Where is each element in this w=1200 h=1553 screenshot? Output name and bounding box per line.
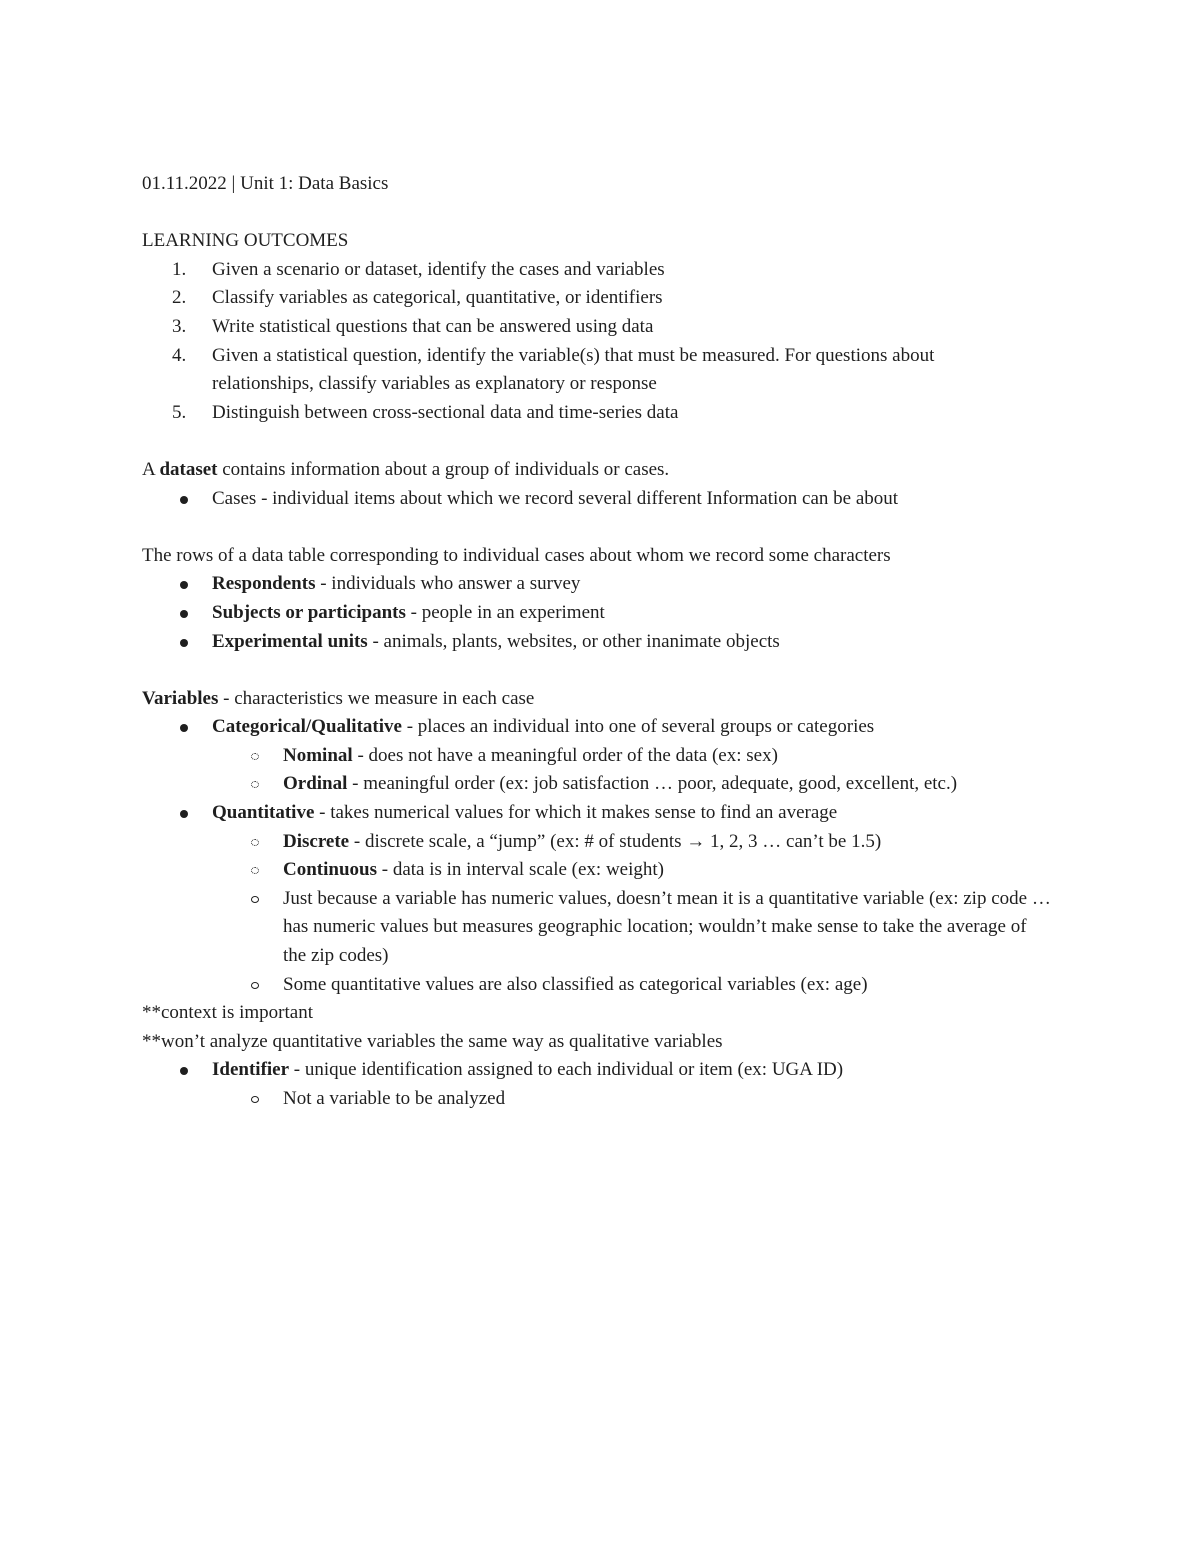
list-item: [142, 485, 1062, 514]
sub-list-item: [142, 885, 1053, 971]
outcome-item: [142, 399, 1062, 428]
variables-definition: [142, 685, 1062, 714]
sub-list-item: [142, 1085, 1062, 1114]
list-item: [142, 628, 1062, 657]
list-item: [142, 599, 1062, 628]
outcome-number: 2.: [172, 287, 187, 309]
term: Nominal: [283, 744, 353, 766]
term: Variables: [142, 687, 219, 709]
outcome-number: 5.: [172, 401, 187, 423]
note-text: Some quantitative values are also classified as categorical variables (ex: age): [283, 973, 868, 995]
outcome-text: Distinguish between cross-sectional data and time-series data: [212, 401, 679, 423]
sub-list-item: [142, 742, 1062, 771]
circle-bullet-icon: [251, 896, 259, 903]
term: Quantitative: [212, 802, 315, 824]
outcomes-heading: LEARNING OUTCOMES: [142, 230, 349, 252]
bullet-icon: [180, 496, 188, 504]
outcome-text: Write statistical questions that can be answered using data: [212, 315, 654, 337]
outcome-text: Classify variables as categorical, quantitative, or identifiers: [212, 287, 663, 309]
definition: - characteristics we measure in each case: [218, 687, 535, 709]
sub-list-item: [142, 828, 1062, 857]
outcome-number: 1.: [172, 258, 187, 280]
bullet-icon: [180, 581, 188, 589]
note-text: Just because a variable has numeric values, doesn’t mean it is a quantitative variable (ex: zip code … has numeric values but measures geographic location; wouldn’t make sense to take the average of the zip codes): [283, 887, 1051, 967]
definition: - data is in interval scale (ex: weight): [377, 859, 665, 881]
sub-list-item: [142, 971, 1062, 1000]
sub-list-item: [142, 856, 1062, 885]
bullet-icon: [180, 810, 188, 818]
circle-bullet-icon: [251, 753, 259, 760]
context-note: **context is important: [142, 1002, 313, 1024]
document-page: [142, 170, 1062, 1114]
definition: - does not have a meaningful order of the data (ex: sex): [352, 744, 778, 766]
cases-text: Cases - individual items about which we record several different Information can be about: [212, 487, 899, 509]
rows-intro: The rows of a data table corresponding to individual cases about whom we record some characters: [142, 544, 891, 566]
outcome-item: [142, 342, 1032, 399]
term: Continuous: [283, 859, 377, 881]
bullet-icon: [180, 1067, 188, 1075]
outcome-item: [142, 313, 1062, 342]
term: Respondents: [212, 573, 316, 595]
definition: - animals, plants, websites, or other inanimate objects: [367, 630, 780, 652]
definition: - takes numerical values for which it makes sense to find an average: [314, 802, 838, 824]
outcomes-list: [142, 256, 1062, 428]
dataset-term: dataset: [159, 458, 218, 480]
spacer: [142, 427, 1062, 456]
note-text: Not a variable to be analyzed: [283, 1088, 506, 1109]
outcome-text: Given a scenario or dataset, identify the cases and variables: [212, 258, 665, 280]
circle-bullet-icon: [251, 781, 259, 788]
bullet-icon: [180, 639, 188, 647]
dataset-rest: contains information about a group of individuals or cases.: [217, 458, 670, 480]
definition: - people in an experiment: [405, 601, 605, 623]
definition: - individuals who answer a survey: [315, 573, 581, 595]
spacer: [142, 513, 1062, 542]
circle-bullet-icon: [251, 867, 259, 874]
spacer: [142, 199, 1062, 228]
bullet-icon: [180, 610, 188, 618]
outcome-number: 4.: [172, 344, 187, 366]
outcome-item: [142, 256, 1062, 285]
outcome-number: 3.: [172, 315, 187, 337]
document-title: 01.11.2022 | Unit 1: Data Basics: [142, 173, 389, 194]
term: Categorical/Qualitative: [212, 716, 402, 738]
list-item: [142, 570, 1062, 599]
term: Discrete: [283, 830, 350, 852]
analyze-note: **won’t analyze quantitative variables the same way as qualitative variables: [142, 1030, 723, 1052]
definition: - discrete scale, a “jump” (ex: # of students → 1, 2, 3 … can’t be 1.5): [349, 830, 882, 852]
definition: - places an individual into one of several groups or categories: [401, 716, 875, 738]
bullet-icon: [180, 724, 188, 732]
outcome-item: [142, 284, 1062, 313]
dataset-definition: [142, 456, 1062, 485]
term: Identifier: [212, 1059, 290, 1081]
term: Ordinal: [283, 773, 348, 795]
list-item: [142, 1056, 1062, 1085]
definition: - unique identification assigned to each individual or item (ex: UGA ID): [289, 1059, 844, 1081]
outcome-text: Given a statistical question, identify the variable(s) that must be measured. For questions about relationships, classify variables as explanatory or response: [212, 344, 935, 395]
dataset-prefix: A: [142, 458, 160, 480]
circle-bullet-icon: [251, 839, 259, 846]
circle-bullet-icon: [251, 1096, 259, 1103]
sub-list-item: [142, 770, 1062, 799]
circle-bullet-icon: [251, 982, 259, 989]
list-item: [142, 799, 1062, 828]
definition: - meaningful order (ex: job satisfaction … poor, adequate, good, excellent, etc.): [347, 773, 958, 795]
term: Subjects or participants: [212, 601, 406, 623]
list-item: [142, 713, 1062, 742]
term: Experimental units: [212, 630, 368, 652]
spacer: [142, 656, 1062, 685]
